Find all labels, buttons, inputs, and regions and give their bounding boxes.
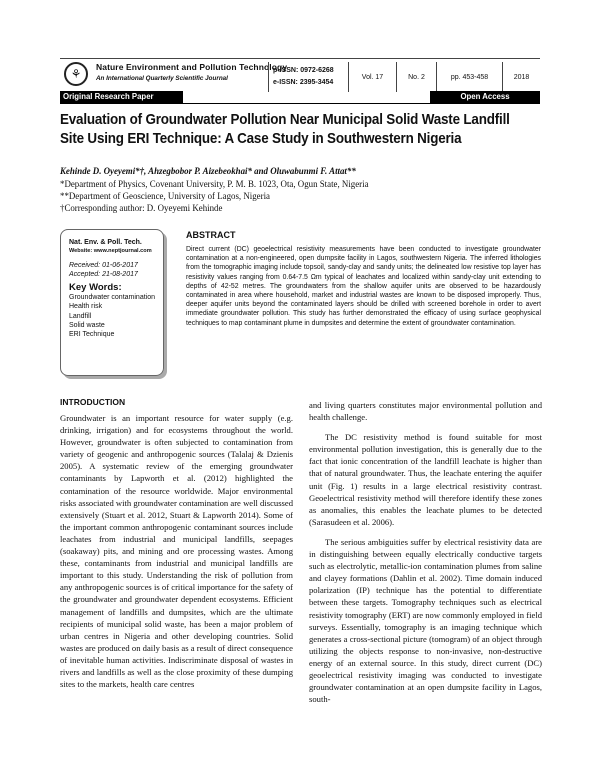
band-rule (60, 103, 540, 104)
body-paragraph: and living quarters constitutes major environmental pollution and health challenge. (309, 400, 542, 423)
accepted-date: Accepted: 21-08-2017 (69, 271, 138, 278)
volume: Vol. 17 (348, 62, 396, 92)
introduction-heading: INTRODUCTION (60, 397, 126, 407)
journal-short-name: Nat. Env. & Poll. Tech. (69, 239, 142, 246)
journal-website[interactable]: Website: www.neptjournal.com (69, 248, 152, 254)
keyword-item: Health risk (69, 303, 103, 311)
header-rule-top (60, 58, 540, 59)
e-issn: e-ISSN: 2395-3454 (273, 79, 334, 86)
issue-number: No. 2 (396, 62, 436, 92)
journal-subtitle: An International Quarterly Scientific Journal (96, 75, 228, 82)
keyword-item: ERI Technique (69, 331, 115, 339)
received-date: Received: 01-06-2017 (69, 262, 138, 269)
body-paragraph: The serious ambiguities suffer by electrical resistivity data are in distinguishing between equally electrically conductive targets such as electrolytic, metallic-ion contamination plumes from saline and clayey formations (Dahlin et al. 2002). Time domain induced polarization (IP) technique has the potential to differentiate between these targets. Tomography techniques such as electrical resistivity tomography (ERT) are now commonly employed in field surveys. Essentially, tomography is an imaging technique which generates a cross-sectional picture (tomogram) of an object through utilizing the objects response to non-invasive, non-destructive energy of an external source. In this study, direct current (DC) geoelectrical resistivity imaging was conducted to investigate groundwater contamination at an open dumpsite facility in Lagos, south- (309, 536, 542, 705)
issn-box (268, 62, 348, 92)
body-paragraph: Groundwater is an important resource for water supply (e.g. drinking, irrigation) and for ecosystems throughout the world. However, groundwater is often subjected to contamination from variety of geogenic and anthropogenic sources (Talalaj & Dzienis 2005). A systematic review of the emerging groundwater contaminants by Lapworth et al. (2012) highlighted the contamination of the resource worldwide. Major environmental risks associated with groundwater contamination are well discussed extensively (Stuart et al. 2012, Stuart & Lapworth 2014). Some of the important common anthropogenic contaminant sources include leachates from industrial and municipal landfills, seepages (soakaway) pits, and mining and ore processing wastes. Among these, contaminants from industrial and municipal landfills are important to this study. Understanding the risk of pollution from any anthropogenic sources is of critical importance for the safety of the groundwater and groundwater dependent ecosystems. Efficient management of landfills and dumpsites, which are the ultimate recipients of municipal solid waste, has been a major problem of urban centres in Nigeria and other developing countries. Solid wastes are produced on daily basis as a result of direct consequence of inevitable human activities. Indiscriminate disposal of wastes in rivers and landfills as well as the close proximity of these dumping sites to the markets, health care centres (60, 413, 293, 690)
abstract-text: Direct current (DC) geoelectrical resistivity measurements have been conducted to investigate groundwater contamination at a non-engineered, open dumpsite facility in Lagos, southwestern Nigeria. The inferred lithologies from the tomographic imaging include topsoil, sandy-clay and sandy units; the delineated low resistive top layer has resistivity values ranging from 0.64-7.5 Ωm typical of leachates and localized within sandy-clay unit extending to depths of 42-52 metres. The groundwaters from the shallow aquifer units are observed to be hazardously contaminated in area where household, market and industrial wastes are known to be disposed improperly. Thus, deeper aquifer units beyond the contaminated layers should be drilled with screened borehole in order to avert immediate groundwater pollution. This study has further demonstrated the efficacy of using surface geophysical techniques to map contaminant plume in dumpsites and determine the extent of groundwater contamination. (186, 246, 541, 327)
article-info-box (60, 229, 164, 376)
abstract-heading: ABSTRACT (186, 230, 236, 240)
journal-name: Nature Environment and Pollution Technology (96, 62, 288, 72)
year: 2018 (502, 62, 540, 92)
authors: Kehinde D. Oyeyemi*†, Ahzegbobor P. Aizebeokhai* and Oluwabunmi F. Attat** (60, 166, 356, 176)
paper-title: Evaluation of Groundwater Pollution Near Municipal Solid Waste Landfill Site Using ERI Technique: A Case Study in Southwestern Nigeria (60, 112, 510, 147)
affiliation-1: *Department of Physics, Covenant University, P. M. B. 1023, Ota, Ogun State, Nigeria (60, 179, 369, 189)
left-column (60, 412, 293, 690)
paper-type-badge: Original Research Paper (60, 91, 183, 103)
keywords-heading: Key Words: (69, 282, 122, 293)
keyword-item: Solid waste (69, 321, 105, 329)
right-column (309, 399, 542, 705)
body-paragraph: The DC resistivity method is found suitable for most environmental pollution investigation, this is generally due to the fact that ionic concentration of the landfill leachate is higher than that of natural groundwater. Thus, the leachate entering the aquifer unit (Fig. 1) results in a large electrical resistivity contrast. Geoelectrical resistivity method will therefore identify these zones as anomalies, this enables the leachate plumes to be detected (Sarasudeen et al. 2006). (309, 432, 542, 527)
corresponding-author: †Corresponding author: D. Oyeyemi Kehinde (60, 203, 223, 213)
keyword-item: Landfill (69, 312, 92, 320)
keyword-item: Groundwater contamination (69, 294, 155, 301)
affiliation-2: **Department of Geoscience, University of Lagos, Nigeria (60, 191, 270, 201)
journal-logo-icon: ⚘ (64, 62, 88, 86)
open-access-badge: Open Access (430, 91, 540, 103)
page-range: pp. 453-458 (436, 62, 502, 92)
p-issn: p-ISSN: 0972-6268 (273, 67, 334, 74)
